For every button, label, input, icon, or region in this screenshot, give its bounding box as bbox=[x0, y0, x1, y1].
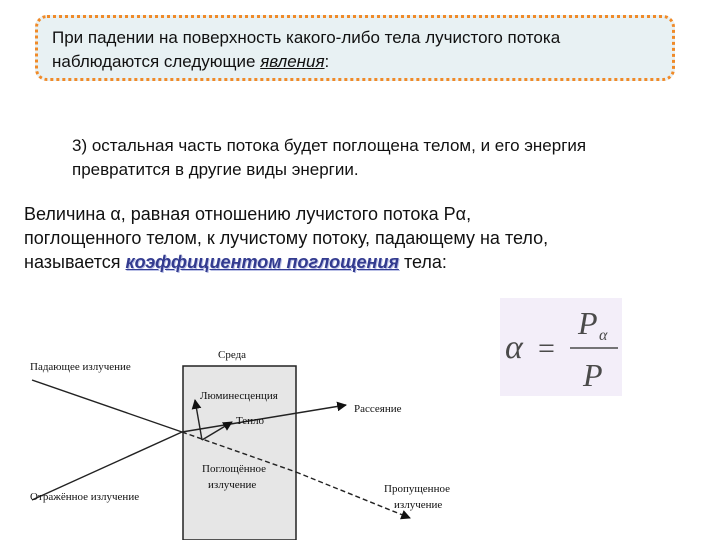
absorbed-label-line-1: Поглощённое bbox=[202, 463, 267, 475]
definition-line-2: поглощенного телом, к лучистому потоку, падающему на тело, bbox=[24, 228, 549, 248]
scattering-label: Рассеяние bbox=[354, 403, 402, 415]
point-3-paragraph bbox=[72, 134, 692, 182]
point-3-line-1: 3) остальная часть потока будет поглощена телом, и его энергия bbox=[72, 136, 587, 155]
heat-label: Тепло bbox=[236, 415, 265, 427]
reflected-ray bbox=[32, 432, 182, 500]
definition-line-3-end: тела: bbox=[398, 252, 447, 272]
definition-line-3 bbox=[24, 250, 704, 274]
reflected-label: Отражённое излучение bbox=[30, 491, 140, 503]
intro-line-2-start: наблюдаются следующие bbox=[52, 52, 261, 71]
formula-numerator-subscript: α bbox=[599, 327, 608, 344]
formula-box bbox=[500, 298, 622, 396]
transmitted-label-line-2: излучение bbox=[394, 499, 443, 511]
formula-denominator: P bbox=[583, 357, 603, 393]
incident-label: Падающее излучение bbox=[30, 361, 131, 373]
phenomena-term: явления bbox=[260, 52, 325, 71]
definition-line-3-start: называется bbox=[24, 252, 126, 272]
intro-callout bbox=[35, 15, 675, 81]
transmitted-ray bbox=[296, 472, 410, 518]
radiation-diagram bbox=[20, 340, 480, 540]
formula-equals: = bbox=[538, 332, 555, 365]
transmitted-label-line-1: Пропущенное bbox=[384, 483, 450, 495]
luminescence-label: Люминесценция bbox=[200, 390, 278, 402]
point-3-line-2: превратится в другие виды энергии. bbox=[72, 160, 359, 179]
intro-line-1: При падении на поверхность какого-либо тела лучистого потока bbox=[52, 28, 561, 47]
medium-label: Среда bbox=[218, 349, 247, 361]
radiation-diagram-svg bbox=[20, 340, 480, 540]
formula-numerator: P bbox=[578, 305, 598, 341]
definition-line-1: Величина α, равная отношению лучистого потока Рα, bbox=[24, 204, 472, 224]
absorption-formula bbox=[500, 298, 622, 396]
intro-line-2 bbox=[52, 50, 658, 74]
definition-paragraph bbox=[24, 202, 704, 274]
intro-line-2-end: : bbox=[324, 52, 330, 71]
absorbed-label-line-2: излучение bbox=[208, 479, 257, 491]
incident-ray bbox=[32, 380, 182, 432]
absorption-coefficient-term: коэффициентом поглощения bbox=[125, 252, 399, 272]
formula-alpha: α bbox=[505, 329, 523, 366]
